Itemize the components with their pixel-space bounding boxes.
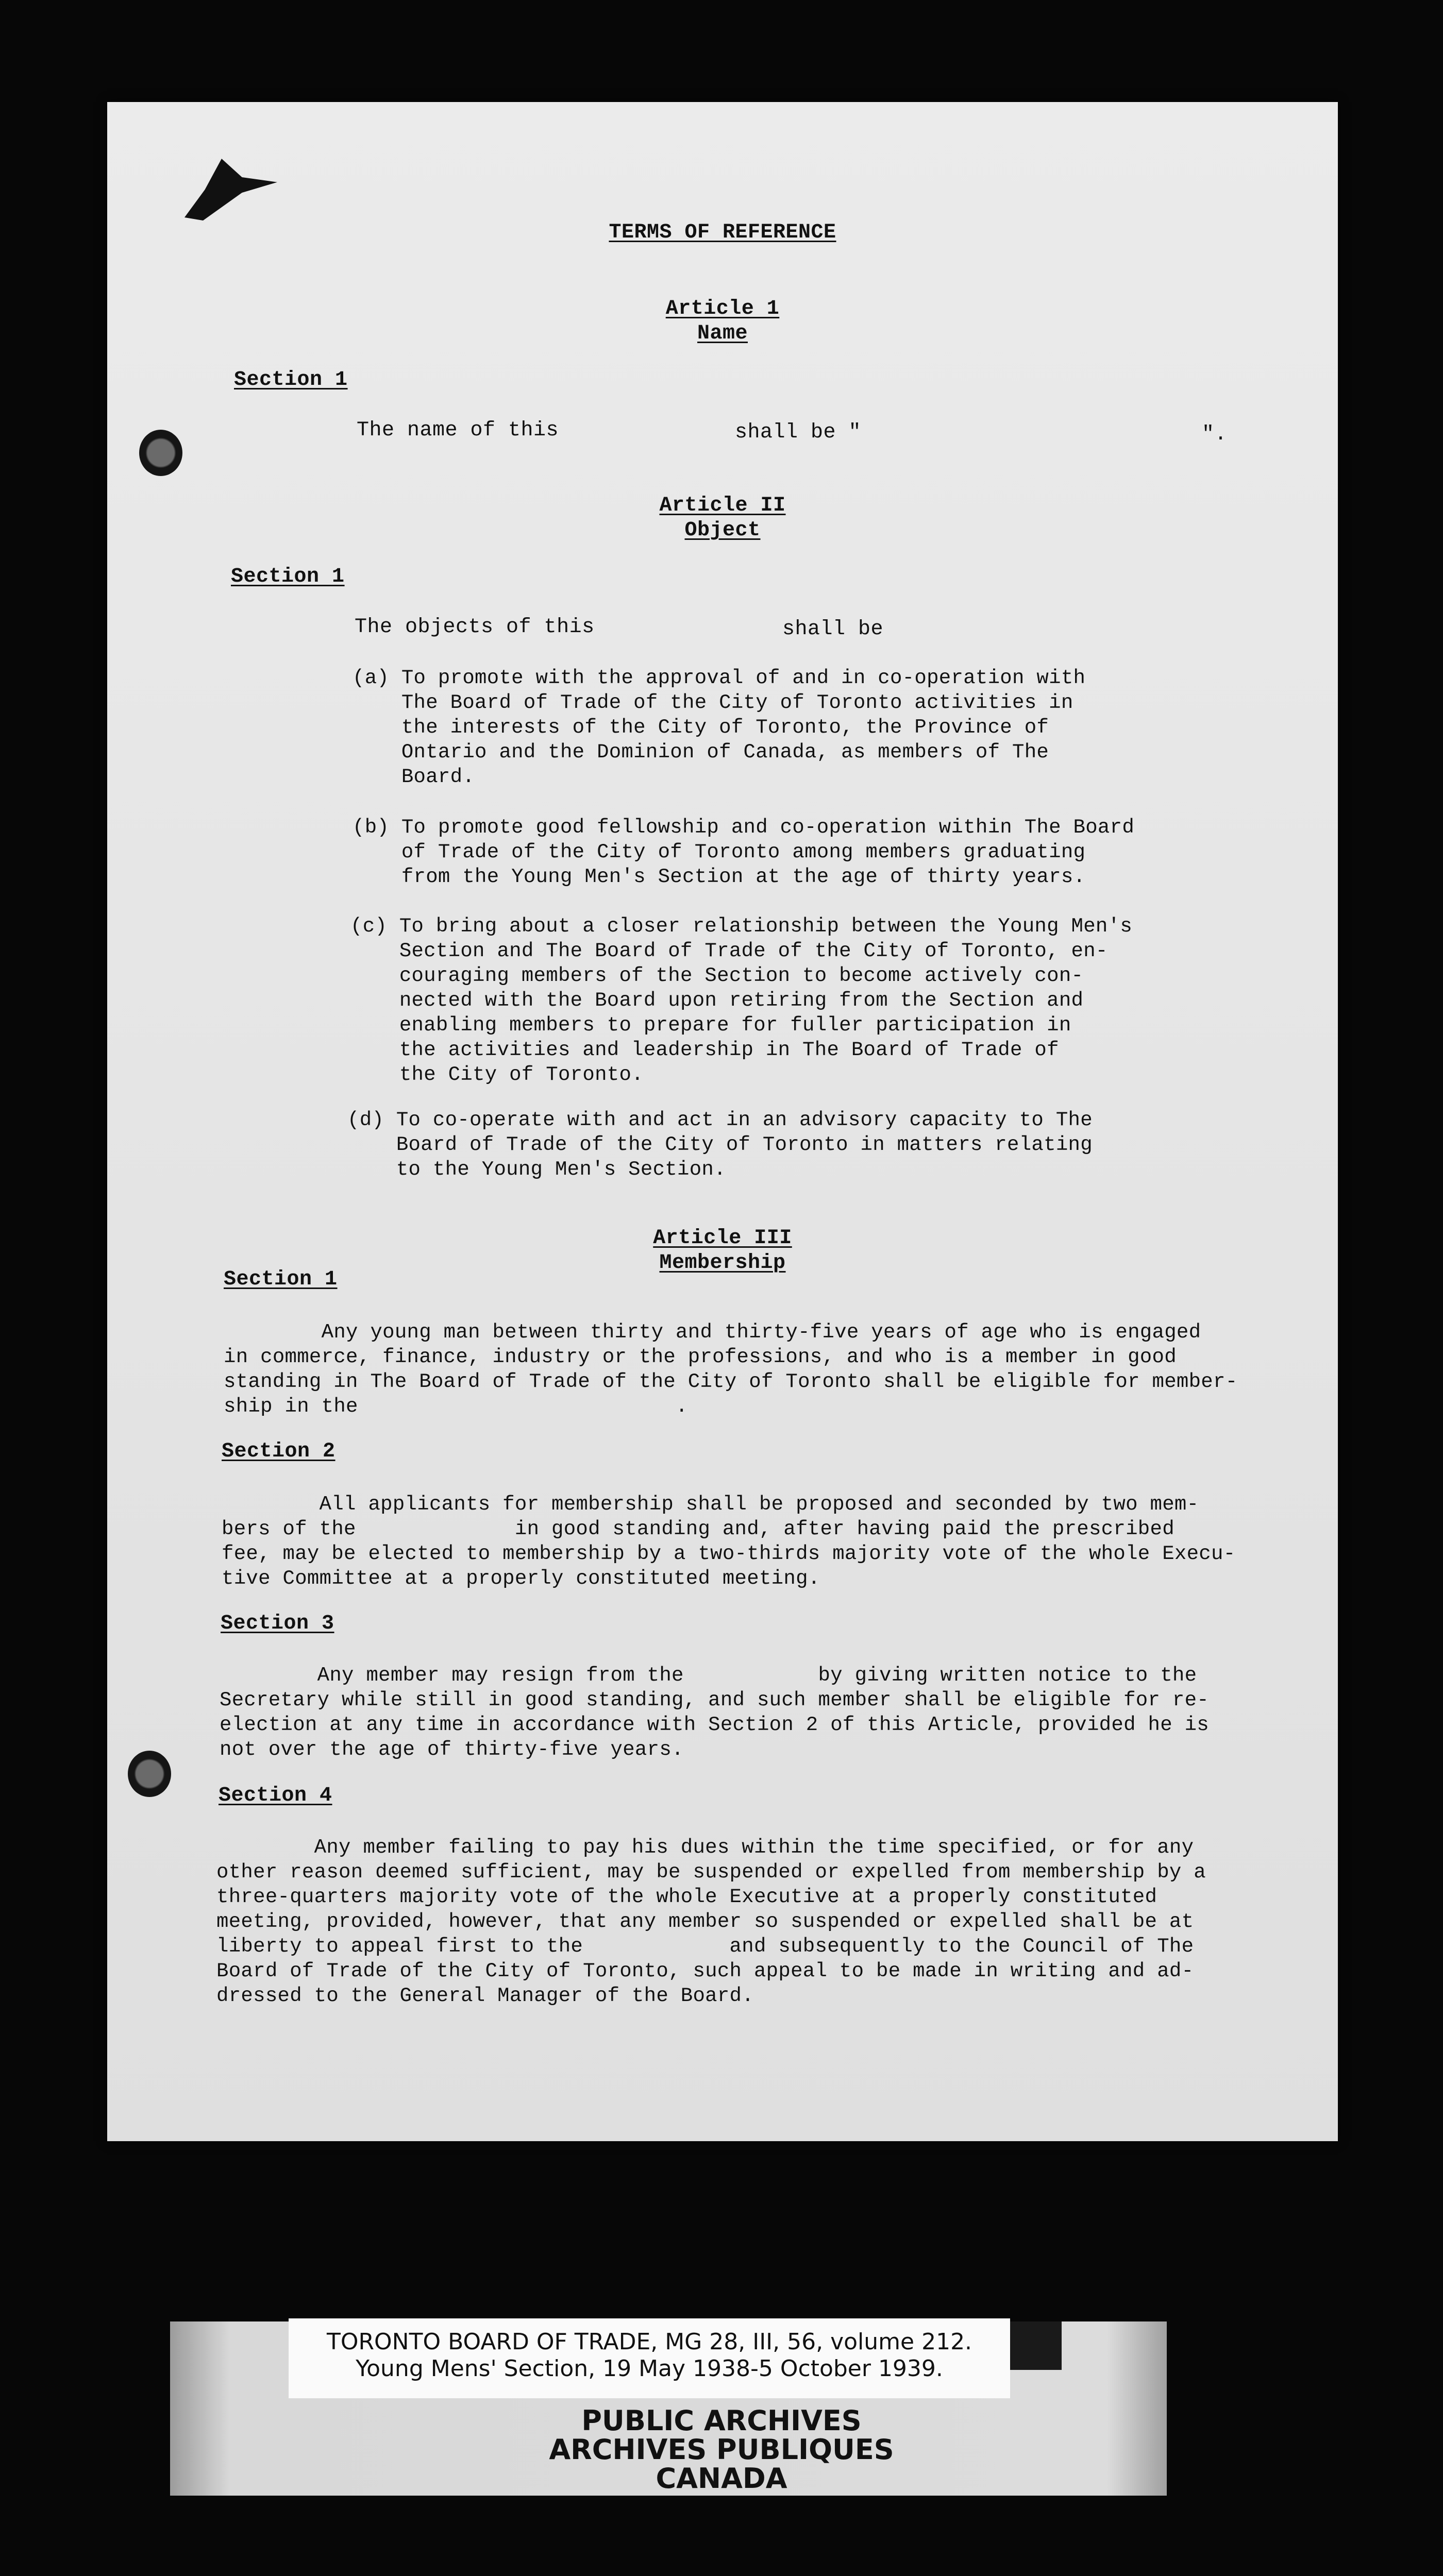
article-2-intro-part-a: The objects of this	[355, 616, 595, 639]
label-dark-right	[1010, 2321, 1062, 2370]
article-3-section-1-label: Section 1	[224, 1268, 338, 1291]
article-3-section-1-text: Any young man between thirty and thirty-five years of age who is engaged in commerce, finance, industry or the professions, and who is a member in good standing in The Board of Trade of the City of Toronto shall be eligible for member- ship in the .	[224, 1321, 1238, 1418]
archives-stamp-line-2: ARCHIVES PUBLIQUES	[549, 2433, 894, 2466]
article-3-section-3-text: Any member may resign from the by giving written notice to the Secretary while still in good standing, and such member shall be eligible for re- election at any time in accordance with Section 2 of this Article, provided he is not over the age of thirty-five years.	[220, 1664, 1210, 1761]
article-1-heading: Article 1	[665, 297, 780, 320]
article-2-heading: Article II	[659, 494, 786, 517]
article-1-section-1-label: Section 1	[234, 368, 348, 392]
archives-stamp-line-1: PUBLIC ARCHIVES	[581, 2404, 862, 2437]
object-item-c: (c) To bring about a closer relationship between the Young Men's Section and The Board of Trade of the City of Toronto, en- couraging members of the Section to become actively con- nected with the Board upon retiring from the Section and enabling members to prepare for fuller participation in the activities and leadership in The Board of Trade of the City of Toronto.	[350, 915, 1133, 1086]
article-3-subheading: Membership	[659, 1251, 786, 1275]
article-3-section-2-label: Section 2	[222, 1440, 335, 1463]
article-2-section-1-label: Section 1	[231, 565, 345, 588]
archive-reference-line-1: TORONTO BOARD OF TRADE, MG 28, III, 56, volume 212.	[326, 2329, 972, 2355]
article-2-intro-part-b: shall be	[782, 618, 884, 641]
article-1-text-part-b: shall be "	[735, 421, 862, 444]
object-item-d: (d) To co-operate with and act in an advisory capacity to The Board of Trade of the City of Toronto in matters relating to the Young Men's Section.	[347, 1109, 1093, 1181]
document-page	[107, 102, 1338, 2141]
article-3-section-4-text: Any member failing to pay his dues within the time specified, or for any other reason deemed sufficient, may be suspended or expelled from membership by a three-quarters majority vote of the whole Executive at a properly constituted meeting, provided, however, that any member so suspended or expelled shall be at liberty to appeal first to the and subsequently to the Council of The Board of Trade of the City of Toronto, such appeal to be made in writing and ad- dressed to the General Manager of the Board.	[216, 1836, 1206, 2007]
punch-hole-bottom	[128, 1751, 171, 1797]
article-1-text-part-c: ".	[1202, 423, 1228, 446]
object-item-b: (b) To promote good fellowship and co-operation within The Board of Trade of the City of Toronto among members graduating from the Young Men's Section at the age of thirty years.	[353, 816, 1135, 888]
article-3-section-2-text: All applicants for membership shall be proposed and seconded by two mem- bers of the in good standing and, after having paid the prescribed fee, may be elected to membership by a two-thirds majority vote of the whole Execu- tive Committee at a properly constituted meeting.	[222, 1493, 1236, 1590]
torn-corner	[184, 159, 277, 221]
archive-reference-label	[289, 2318, 1010, 2398]
article-1-subheading: Name	[697, 322, 748, 345]
archive-reference-line-2: Young Mens' Section, 19 May 1938-5 October 1939.	[356, 2355, 943, 2382]
document-title: TERMS OF REFERENCE	[609, 221, 836, 244]
article-3-section-4-label: Section 4	[219, 1784, 332, 1807]
punch-hole-top	[139, 430, 182, 476]
article-3-heading: Article III	[653, 1227, 792, 1250]
object-item-a: (a) To promote with the approval of and in co-operation with The Board of Trade of the City of Toronto activities in the interests of the City of Toronto, the Province of Ontario and the Dominion of Canada, as members of The Board.	[353, 667, 1086, 788]
article-3-section-3-label: Section 3	[221, 1612, 334, 1635]
article-2-subheading: Object	[684, 519, 761, 542]
archives-stamp-line-3: CANADA	[656, 2462, 787, 2495]
article-1-text-part-a: The name of this	[357, 419, 559, 442]
